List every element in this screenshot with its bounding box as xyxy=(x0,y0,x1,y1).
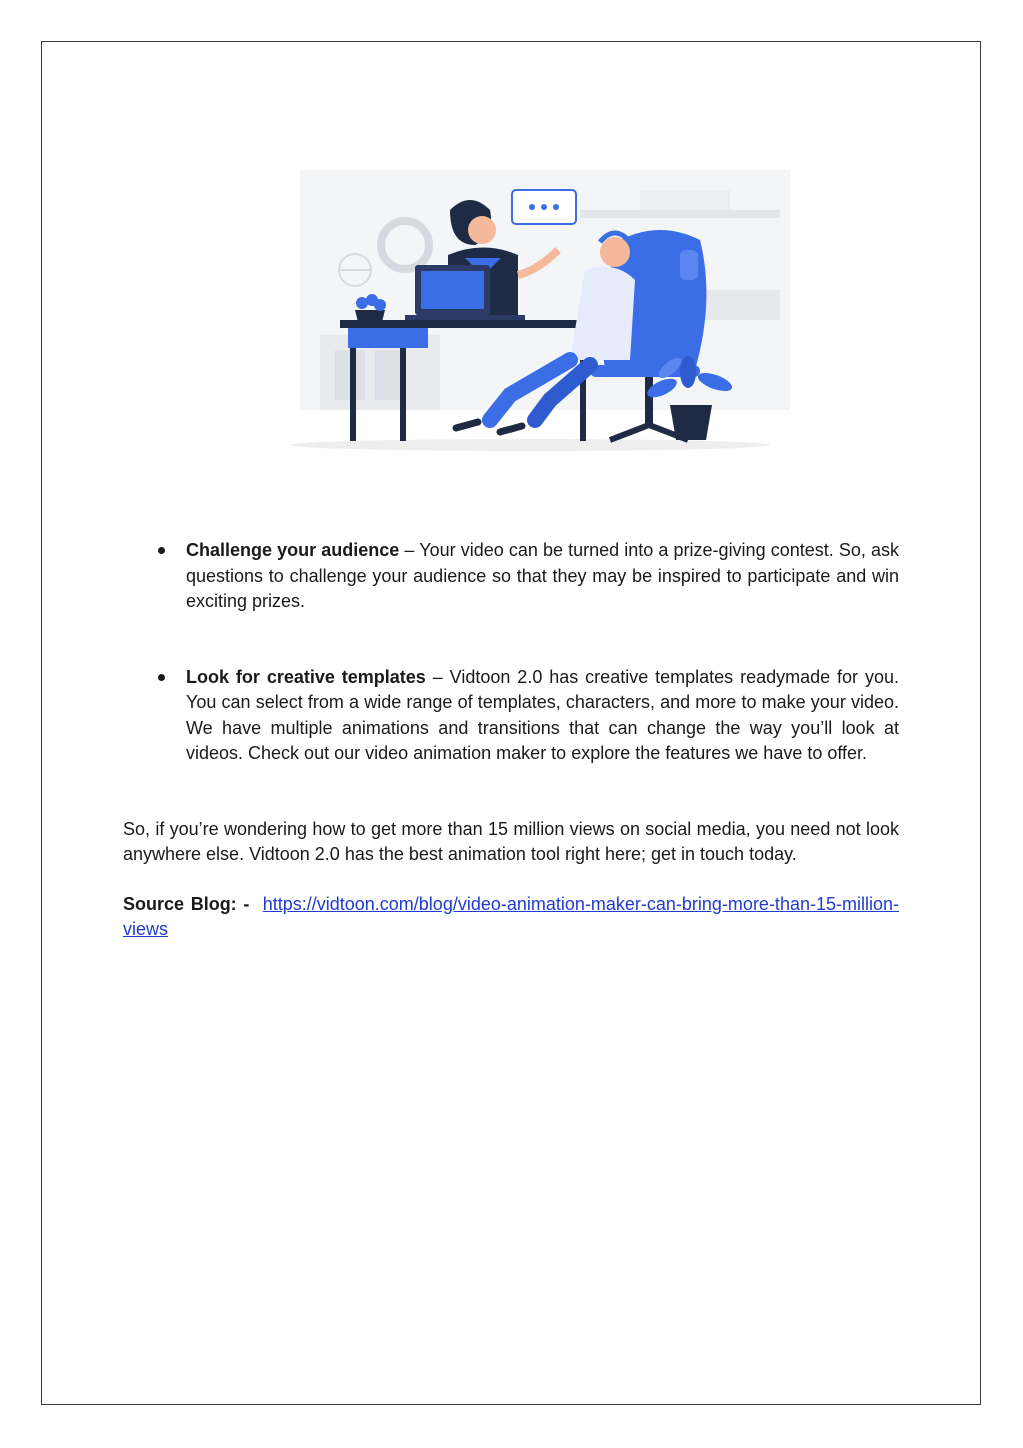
source-paragraph xyxy=(123,892,899,943)
conclusion-paragraph: So, if you’re wondering how to get more than 15 million views on social media, you need not look anywhere else. Vidtoon 2.0 has the best animation tool right here; get in touch today. xyxy=(123,818,899,864)
bullet-title: Look for creative templates xyxy=(186,666,426,687)
document-body xyxy=(123,538,899,967)
bullet-separator: – xyxy=(425,666,450,687)
bullet-text: Your video can be turned into a prize-giving contest. So, ask questions to challenge your audience so that they may be inspired to participate and win exciting prizes. xyxy=(186,540,899,611)
bullet-dot-icon xyxy=(158,547,165,554)
bullet-item xyxy=(123,665,899,767)
bullet-text: Vidtoon 2.0 has creative templates readymade for you. You can select from a wide range of templates, characters, and more to make your video. We have multiple animations and transitions that can change the way you’ll look at videos. Check out our video animation maker to explore the features we have to offer. xyxy=(186,666,899,763)
illustration-image xyxy=(250,160,840,460)
bullet-title: Challenge your audience xyxy=(186,540,400,560)
bullet-separator: – xyxy=(399,540,420,560)
source-link[interactable]: https://vidtoon.com/blog/video-animation-maker-can-bring-more-than-15-million-views xyxy=(123,893,899,939)
source-label: Source Blog: - xyxy=(123,893,250,914)
bullet-dot-icon xyxy=(158,674,165,681)
bullet-item xyxy=(123,538,899,615)
